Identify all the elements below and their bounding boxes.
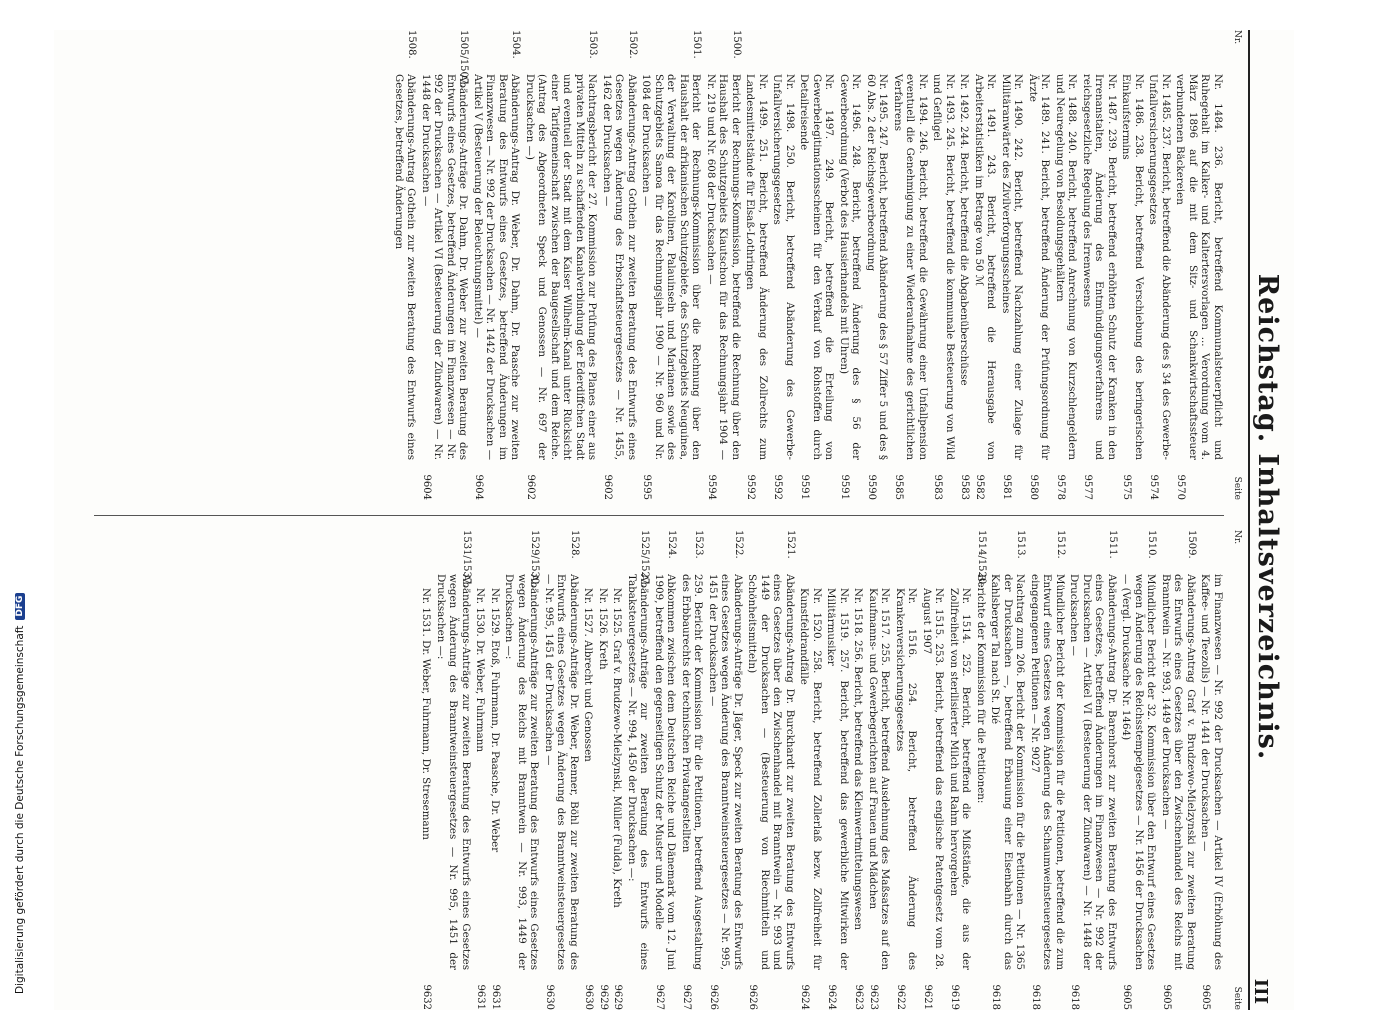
- toc-entry: [867, 530, 892, 1010]
- entry-text: Nr. 1496. 248. Bericht, betreffend Änderung des § 56 der Gewerbeordnung (Verbot des Hausierhandels mit Uhren): [838, 74, 863, 460]
- entry-text: Nr. 1492. 244. Bericht, betreffend die Abgabenüberschüsse: [958, 74, 971, 386]
- entry-page: 9619: [949, 984, 960, 1010]
- toc-entry: [1120, 530, 1158, 1010]
- entry-text: Nr. 1530. Dr. Weber, Fuhrmann: [474, 588, 487, 753]
- entry-text: Nr. 1525. Graf v. Brudzewo-Mielzynski, Müller (Fulda), Kreth: [611, 588, 624, 908]
- toc-entry: [892, 30, 930, 500]
- toc-entry: [680, 530, 705, 1010]
- entry-text: Nr. 1490. 242. Bericht, betreffend Nachzahlung einer Zulage für Militäranwärter des Zivilverforgungsscheines: [1000, 74, 1025, 460]
- entry-page: 9622: [895, 984, 906, 1010]
- entry-text: Abänderungs-Antrag Graf v. Brudzewo-Mielzynski zur zweiten Beratung des Entwurfs eines Gesetzes über den Zwischenhandel des Reichs mit Branntwein — Nr. 993, 1449 der Drucksachen —: [1160, 574, 1197, 970]
- entry-page: 9605: [1200, 984, 1212, 1010]
- toc-entry: [975, 530, 988, 1010]
- entry-number: 1511.: [1107, 530, 1118, 559]
- dfg-logo: DFG: [15, 593, 25, 620]
- toc-entry: [1199, 530, 1224, 1010]
- left-column: [64, 30, 1224, 500]
- entry-text: Nr. 1487. 239. Bericht, betreffend erhöhten Schutz der Kranken in den Irrenanstalten, Änderung des Entmündigungsverfahrens und reichsgesetzliche Regelung des Irrenwesens: [1081, 74, 1118, 460]
- entry-number: 1523.: [693, 530, 705, 559]
- entry-page: 9623: [868, 984, 879, 1010]
- entry-number: 1529/1530.: [529, 530, 541, 588]
- toc-entry: [601, 30, 639, 500]
- toc-entry: [1068, 530, 1118, 1010]
- entry-page: 9631: [490, 984, 501, 1010]
- entry-number: 1504.: [510, 30, 522, 59]
- toc-entry: [705, 30, 743, 500]
- entry-page: 9605: [1161, 984, 1172, 1010]
- toc-entry: [744, 30, 769, 500]
- entry-text: Nr. 1497. 249. Bericht, betreffend die Erteilung von Gewerbelegitimationsscheinen für den Verkauf von Rohstoffen durch Detailreisende: [798, 74, 836, 460]
- entry-page: 9629: [598, 984, 609, 1010]
- toc-entry: [894, 530, 919, 1010]
- entry-page: 9602: [525, 474, 536, 500]
- nr-heading: Nr.: [1232, 530, 1242, 545]
- entry-page: 9630: [544, 984, 555, 1010]
- entry-text: Abänderungs-Anträge Dr. Dahm, Dr. Weber zur zweiten Beratung des Entwurfs eines Gesetzes, betreffend Änderungen im Finanzwesen — Nr. 992 der Drucksachen — Artikel VI (Besteuerung der Zündwaren) — Nr. 1448 der Drucksachen —: [420, 74, 470, 460]
- entry-number: 1505/1507.: [458, 30, 470, 88]
- toc-entry: [931, 30, 956, 500]
- entry-page: 9618: [1069, 984, 1081, 1010]
- left-column-head: [1226, 30, 1242, 500]
- entry-text: Abänderungs-Antrag Dr. Weber, Dr. Dahm, Dr. Paasche zur zweiten Beratung des Entwurfs eines Gesetzes, betreffend Änderungen im Finanzwesen — Nr. 992 der Drucksachen — Nr. 1442 der Drucksachen — Artikel V (Besteuerung der Beleuchtungsmittel) —: [472, 74, 522, 460]
- entry-page: 9605: [1121, 984, 1133, 1010]
- entry-text: Nr. 1485. 237. Bericht, betreffend die Abänderung des § 34 des Gewerbe-Unfallversicherungsgesetzes: [1147, 74, 1172, 460]
- entry-page: 9624: [826, 984, 838, 1010]
- column-divider: [94, 515, 1224, 516]
- entry-number: 1531/1537.: [461, 530, 472, 588]
- entry-text: Abänderungs-Antrag Gothein zur zweiten Beratung des Entwurfs eines Gesetzes wegen Änderung des Erbschaftsteuergesetzes — Nr. 1455, 1462 der Drucksachen —: [601, 74, 638, 460]
- entry-page: 9623: [853, 984, 865, 1010]
- entry-page: 9626: [708, 984, 719, 1010]
- toc-entry: [958, 30, 971, 500]
- toc-entry: [865, 30, 890, 500]
- entry-page: 9592: [772, 474, 784, 500]
- entry-page: 9624: [799, 984, 811, 1010]
- entry-page: 9629: [612, 984, 624, 1010]
- entry-text: Bericht der Rechnungs-Kommission über die Rechnung über den Haushalt der afrikanischen Schutzgebiete, des Schutzgebiets Neuguinea, der Verwaltung der Karolinen, Palauinseln und Marianen sowie des Schutzgebiets Samoa für das Rechnungsjahr 1900 — Nr. 960 und Nr. 1084 der Drucksachen —: [640, 74, 703, 460]
- entry-page: 9627: [681, 984, 692, 1010]
- entry-text: Abkommen zwischen dem Deutschen Reiche und Dänemark vom 12. Juni 1909, betreffend den gegenseitigen Schutz der Muster und Modelle: [653, 574, 678, 970]
- entry-text: Berichte der Kommission für die Petitionen:: [975, 574, 987, 804]
- toc-entry: [798, 530, 823, 1010]
- toc-entry: [420, 530, 433, 1010]
- document-page: [54, 30, 1294, 1010]
- entry-page: 9604: [473, 474, 484, 500]
- entry-text: Nr. 1491. 243. Bericht, betreffend die Herausgabe von Arbeiterstatistiken im Betrage von 50 ℳ: [973, 74, 998, 460]
- toc-entry: [393, 30, 418, 500]
- toc-entry: [611, 530, 624, 1010]
- toc-entry: [973, 30, 998, 500]
- entry-text: Abänderungs-Anträge zur zweiten Beratung des Entwurfs eines Gesetzes wegen Änderung des Branntweinsteuergesetzes — Nr. 995, 1451 der Drucksachen —:: [435, 574, 472, 970]
- toc-entry: [503, 530, 541, 1010]
- entry-text: Nr. 1498. 250. Bericht, betreffend Abänderung des Gewerbe-Unfallversicherungsgesetzes: [771, 74, 796, 460]
- entry-page: 9591: [799, 474, 811, 500]
- toc-entry: [838, 30, 863, 500]
- page-title: Reichstag. Inhaltsverzeichnis.: [1252, 273, 1283, 761]
- toc-entry: [640, 30, 703, 500]
- entry-text: Nr. 1514. 252. Bericht, betreffend die Mißstände, die aus der Zollfreiheit von sterilisierter Milch und Rahm hervorgehen: [948, 588, 973, 970]
- entry-number: 1528.: [569, 530, 580, 559]
- toc-entry: [1120, 30, 1145, 500]
- entry-text: Nr. 1499. 251. Bericht, betreffend Änderung des Zollrechts zum Landesmittelstände für Elsaß-Lothringen: [744, 74, 769, 460]
- entry-text: Bericht der Rechnungs-Kommission, betreffend die Rechnung über den Haushalt des Schutzgebiets Kiautschou für das Rechnungsjahr 1904 — Nr. 219 und Nr. 608 der Drucksachen —: [705, 74, 742, 460]
- entry-number: 1514/1520.: [976, 530, 987, 588]
- toc-entry: [852, 530, 865, 1010]
- entry-page: 9632: [421, 984, 433, 1010]
- entry-page: 9630: [583, 984, 595, 1010]
- entry-number: 1522.: [733, 530, 744, 559]
- entry-page: 9602: [602, 474, 613, 500]
- entry-number: 1525/1527.: [639, 530, 651, 588]
- entry-text: Nr. 1494. 246. Bericht, betreffend die Gewährung einer Unfallpension eventuell die Genehmigung zu einer Wiederaufnahme des gerichtlichen Verfahrens: [892, 74, 929, 460]
- entry-text: Nr. 1484. 236. Bericht, betreffend Kommunalsteuerpflicht und Ruhegehalt im Kalker- und Kaltertersvorlagen ... Verordnung vom 4. März 1896 auf die mit dem Sitz- und Schankwirtschaftssteuer verbundenen Bäckereien: [1174, 74, 1224, 460]
- entry-page: 9583: [959, 474, 971, 500]
- entry-page: 9574: [1148, 474, 1160, 500]
- entry-text: Nr. 1517. 255. Bericht, betreffend Ausdehnung des Maßsatzes auf den Kaufmanns- und Gewerbegerichten auf Frauen und Mädchen: [867, 588, 892, 970]
- toc-entry: [474, 530, 487, 1010]
- entry-text: Nr. 1516. 254. Bericht, betreffend Änderung des Krankenversicherungsgesetzes: [894, 588, 919, 970]
- entry-page: 9570: [1175, 474, 1187, 500]
- entry-page: 9618: [1030, 984, 1041, 1010]
- toc-entry: [771, 30, 796, 500]
- entry-number: 1513.: [1015, 530, 1027, 559]
- entry-number: 1500.: [731, 30, 742, 59]
- seite-heading: Seite: [1232, 476, 1242, 500]
- entry-text: Nr. 1526. Kreth: [597, 588, 609, 670]
- entry-number: 1508.: [406, 30, 418, 59]
- entry-number: 1501.: [691, 30, 703, 59]
- entry-number: 1503.: [587, 30, 599, 59]
- entry-text: Nr. 1493. 245. Bericht, betreffend die kommunale Besteuerung von Wild und Geflügel: [931, 74, 956, 460]
- entry-page: 9582: [974, 474, 985, 500]
- entry-page: 9581: [1001, 474, 1012, 500]
- toc-entry: [1029, 530, 1067, 1010]
- entry-text: Abänderungs-Antrag Dr. Burckhardt zur zweiten Beratung des Entwurfs eines Gesetzes über den Zwischenhandel mit Branntwein — Nr. 993 und 1449 der Drucksachen — (Besteuerung von Riechmitteln und Schönheitsmitteln): [746, 574, 796, 970]
- toc-entry: [524, 30, 599, 500]
- entry-text: Abänderungs-Anträge Dr. Weber, Renner, Böhl zur zweiten Beratung des Entwurfs eines Gesetzes wegen Änderung des Branntweinsteuergesetzes — Nr. 995, 1451 der Drucksachen —: [543, 574, 580, 970]
- toc-entry: [597, 530, 610, 1010]
- entry-number: 1524.: [666, 530, 678, 559]
- entry-number: 1510.: [1146, 530, 1158, 559]
- entry-page: 9595: [641, 474, 653, 500]
- entry-page: 9590: [866, 474, 877, 500]
- toc-entry: [582, 530, 595, 1010]
- entry-text: Mündlicher Bericht der 32. Kommission über den Entwurf eines Gesetzes wegen Änderung des Reichsstempelgesetzes — Nr. 1456 der Drucksachen — (Vergl. Drucksache Nr. 1464): [1120, 574, 1158, 970]
- entry-text: Nr. 1495. 247. Bericht, betreffend Abänderung des § 57 Ziffer 5 und des § 60 Abs. 2 der Reichsgewerbeordnung: [865, 74, 890, 460]
- entry-page: 9591: [839, 474, 850, 500]
- entry-text: Abänderungs-Anträge zur zweiten Beratung des Entwurfs eines Tabaksteuergesetzes — Nr. 994, 1450 der Drucksachen —:: [626, 574, 651, 970]
- entry-number: 1502.: [627, 30, 638, 59]
- credit-text: Digitalisierung gefördert durch die Deutsche Forschungsgemeinschaft: [14, 625, 26, 994]
- toc-entry: [435, 530, 473, 1010]
- seite-heading: Seite: [1232, 986, 1242, 1010]
- entry-text: Nr. 1488. 240. Bericht, betreffend Anrechnung von Kurzschlengeldern und Neuregelung von Besoldungsgehältern: [1054, 74, 1079, 460]
- toc-entry: [921, 530, 946, 1010]
- entry-page: 9577: [1082, 474, 1093, 500]
- entry-text: Abänderungs-Antrag Gothein zur zweiten Beratung des Entwurfs eines Gesetzes, betreffend Änderungen: [393, 74, 418, 460]
- entry-page: 9592: [745, 474, 757, 500]
- toc-entry: [746, 530, 796, 1010]
- entry-page: 9618: [990, 984, 1002, 1010]
- entry-text: Nr. 1531. Dr. Weber, Fuhrmann, Dr. Stresemann: [420, 588, 433, 840]
- right-column: [64, 530, 1224, 1010]
- entry-text: Mündlicher Bericht der Kommission für die Petitionen, betreffend die zum Entwurf eines Gesetzes wegen Änderung des Schaumweinsteuergesetzes eingegangenen Petitionen — Nr. 9027: [1029, 574, 1066, 970]
- toc-entry: [1000, 30, 1025, 500]
- toc-entry: [472, 30, 522, 500]
- entry-text: Abänderungs-Antrag Dr. Barenhorst zur zweiten Beratung des Entwurfs eines Gesetzes, betreffend Änderungen im Finanzwesen — Nr. 992 der Drucksachen — Artikel VI (Besteuerung der Zündwaren) — Nr. 1448 der Drucksachen —: [1068, 574, 1118, 970]
- entry-text: Nr. 1518. 256. Bericht, betreffend das Kleinwertmittelungswesen: [852, 588, 865, 931]
- toc-entry: [1147, 30, 1172, 500]
- digitization-credit: [14, 593, 26, 994]
- entry-text: Nr. 1520. 258. Bericht, betreffend Zollerlaß bezw. Zollfreiheit für Kunstfeldrandfälle: [798, 588, 823, 970]
- toc-entry: [420, 30, 470, 500]
- toc-entry: [825, 530, 850, 1010]
- entry-page: 9594: [706, 474, 717, 500]
- toc-entry: [489, 530, 502, 1010]
- entry-text: Nr. 1489. 241. Bericht, betreffend Änderung der Prüfungsordnung für Ärzte: [1027, 74, 1052, 460]
- toc-entry: [948, 530, 973, 1010]
- toc-entry: [1160, 530, 1198, 1010]
- entry-text: Nr. 1486. 238. Bericht, betreffend Verschiebung des beringerischen Einkaufstermins: [1120, 74, 1145, 460]
- entry-text: Nr. 1527. Albrecht und Genossen: [582, 588, 595, 762]
- entry-page: 9604: [421, 474, 432, 500]
- toc-entry: [989, 530, 1027, 1010]
- toc-entry: [1027, 30, 1052, 500]
- entry-number: 1521.: [785, 530, 796, 559]
- toc-entry: [707, 530, 745, 1010]
- entry-page: 9585: [893, 474, 904, 500]
- entry-page: 9627: [654, 984, 665, 1010]
- toc-entry: [543, 530, 581, 1010]
- entry-text: Abänderungs-Anträge Dr. Jäger, Speck zur zweiten Beratung des Entwurfs eines Gesetzes wegen Änderung des Branntweinsteuergesetzes — Nr. 995, 1451 der Drucksachen —: [707, 574, 744, 970]
- entry-page: 9580: [1028, 474, 1039, 500]
- entry-number: 1509.: [1186, 530, 1197, 559]
- entry-text: Abänderungs-Anträge zur zweiten Beratung des Entwurfs eines Gesetzes wegen Änderung des Reichs mit Branntwein — Nr. 993, 1449 der Drucksachen —:: [503, 574, 541, 970]
- entry-text: Nr. 1519. 257. Bericht, betreffend das gewerbliche Mitwirken der Militärmusiker: [825, 588, 850, 970]
- page-header: [1248, 30, 1294, 1010]
- nr-heading: Nr.: [1232, 30, 1242, 45]
- entry-text: Nachtrag zum 206. Bericht der Kommission für die Petitionen — Nr. 1365 der Drucksachen —, betreffend Erbauung einer Eisenbahn durch das Kahlsberger Tal nach St. Dié: [989, 574, 1027, 970]
- entry-page: 9578: [1055, 474, 1066, 500]
- toc-entry: [1054, 30, 1079, 500]
- toc-entry: [653, 530, 678, 1010]
- entry-page: 9631: [475, 984, 487, 1010]
- toc-entry: [1174, 30, 1224, 500]
- right-column-head: [1226, 530, 1242, 1010]
- entry-page: 9621: [922, 984, 933, 1010]
- toc-entry: [1081, 30, 1119, 500]
- toc-entry: [626, 530, 651, 1010]
- entry-number: 1512.: [1055, 530, 1066, 559]
- entry-text: Nachtragsbericht der 27. Kommission zur Prüfung des Planes einer aus privaten Mitteln zu schaffenden Kanalverbindung der Ederdiffchen Stadt und eventuell der Stadt mit dem Kaiser Wilhelm-Kanal unter Rücksicht einer Tarifgemeinschaft zwischen der Baugesellschaft und dem Reiche. (Antrag des Abgeordneten Speck und Genossen — Nr. 697 der Drucksachen —): [524, 74, 599, 460]
- entry-text: im Finanzwesen — Nr. 992 der Drucksachen — Artikel IV (Erhöhung des Kaffee- und Teezolls) — Nr. 1441 der Drucksachen —: [1199, 574, 1224, 970]
- entry-text: Nr. 1515. 253. Bericht, betreffend das englische Patentgesetz vom 28. August 1907: [921, 588, 946, 970]
- entry-page: 9575: [1121, 474, 1133, 500]
- entry-page: 9626: [747, 984, 759, 1010]
- entry-text: Nr. 1529. Etoß, Fuhrmann, Dr. Paasche, Dr. Weber: [489, 588, 501, 853]
- entry-text: 259. Bericht der Kommission für die Petitionen, betreffend Ausgestaltung des Erbbaurechts der technischen Privatangestellten: [680, 574, 705, 970]
- page-number: III: [1250, 978, 1271, 1004]
- entry-page: 9583: [932, 474, 944, 500]
- toc-entry: [798, 30, 836, 500]
